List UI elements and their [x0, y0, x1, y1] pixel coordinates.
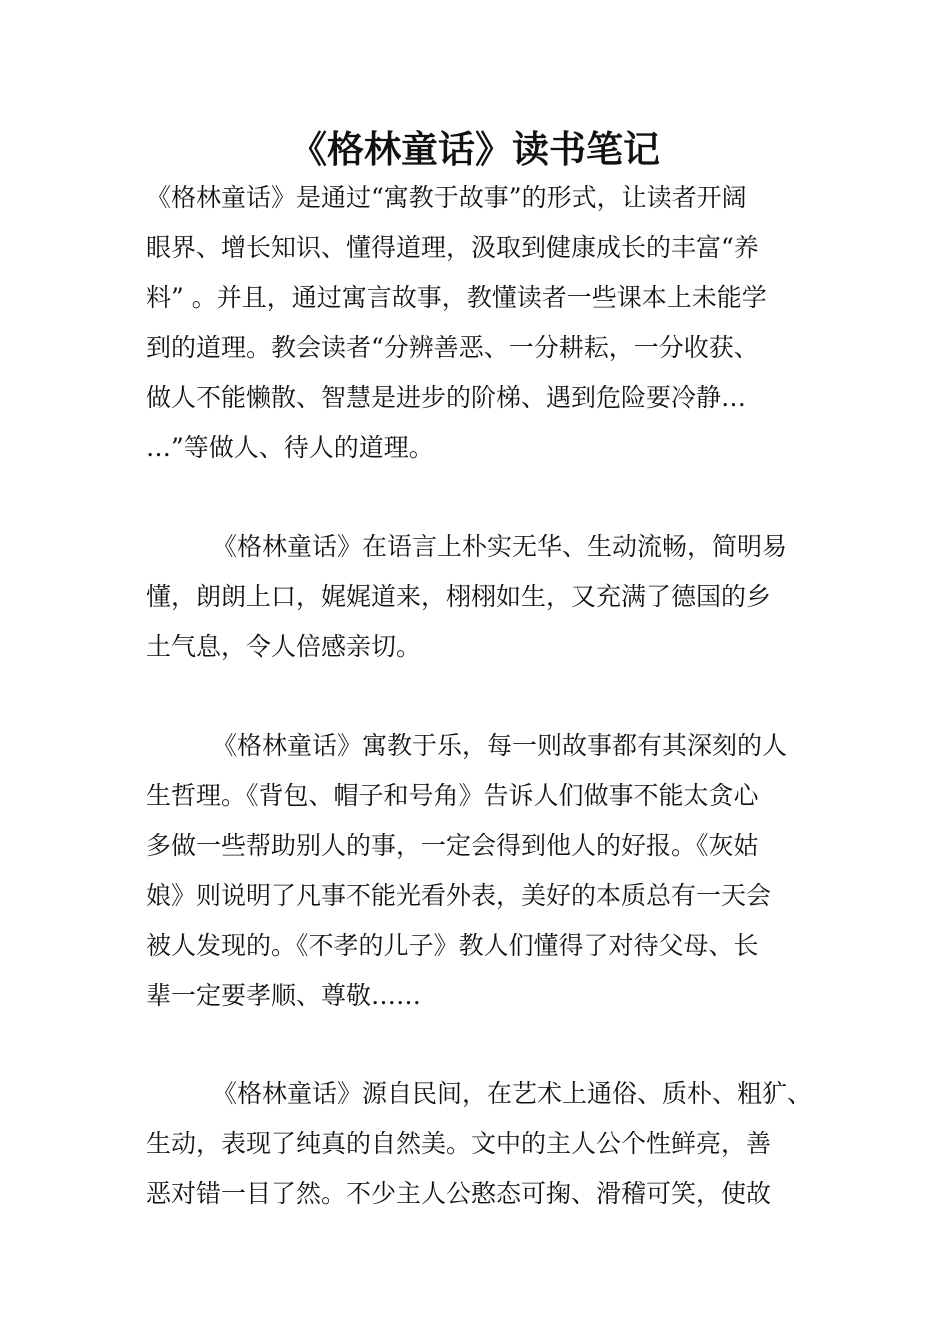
paragraph-line: 恶对错一目了然。不少主人公憨态可掬、滑稽可笑，使故 — [146, 1179, 772, 1208]
paragraph-line: 做人不能懒散、智慧是进步的阶梯、遇到危险要冷静… — [146, 383, 747, 412]
paragraph-line: 生动，表现了纯真的自然美。文中的主人公个性鲜亮，善 — [146, 1129, 772, 1158]
paragraph-line: …”等做人、待人的道理。 — [146, 433, 434, 462]
paragraph-line: 眼界、增长知识、懂得道理，汲取到健康成长的丰富“养 — [146, 233, 759, 262]
paragraph-line: 《格林童话》是通过“寓教于故事”的形式，让读者开阔 — [146, 183, 747, 212]
paragraph-1 — [146, 173, 812, 473]
paragraph-line: 《格林童话》源自民间，在艺术上通俗、质朴、粗犷、 — [212, 1079, 813, 1108]
paragraph-line: 土气息，令人倍感亲切。 — [146, 632, 422, 661]
paragraph-2 — [146, 522, 812, 672]
paragraph-line: 到的道理。教会读者“分辨善恶、一分耕耘，一分收获、 — [146, 333, 759, 362]
paragraph-line: 辈一定要孝顺、尊敬…… — [146, 981, 422, 1010]
paragraph-line: 《格林童话》寓教于乐，每一则故事都有其深刻的人 — [212, 731, 788, 760]
paragraph-3 — [146, 721, 812, 1021]
paragraph-4 — [146, 1069, 812, 1219]
paragraph-line: 多做一些帮助别人的事，一定会得到他人的好报。《灰姑 — [146, 831, 759, 860]
paragraph-line: 被人发现的。《不孝的儿子》教人们懂得了对待父母、长 — [146, 931, 759, 960]
paragraph-line: 生哲理。《背包、帽子和号角》告诉人们做事不能太贪心 — [146, 781, 759, 810]
document-title: 《格林童话》读书笔记 — [290, 128, 660, 171]
paragraph-line: 料” 。并且，通过寓言故事，教懂读者一些课本上未能学 — [146, 283, 767, 312]
paragraph-line: 懂，朗朗上口，娓娓道来，栩栩如生，又充满了德国的乡 — [146, 582, 772, 611]
paragraph-line: 娘》则说明了凡事不能光看外表，美好的本质总有一天会 — [146, 881, 772, 910]
paragraph-line: 《格林童话》在语言上朴实无华、生动流畅，简明易 — [212, 532, 788, 561]
